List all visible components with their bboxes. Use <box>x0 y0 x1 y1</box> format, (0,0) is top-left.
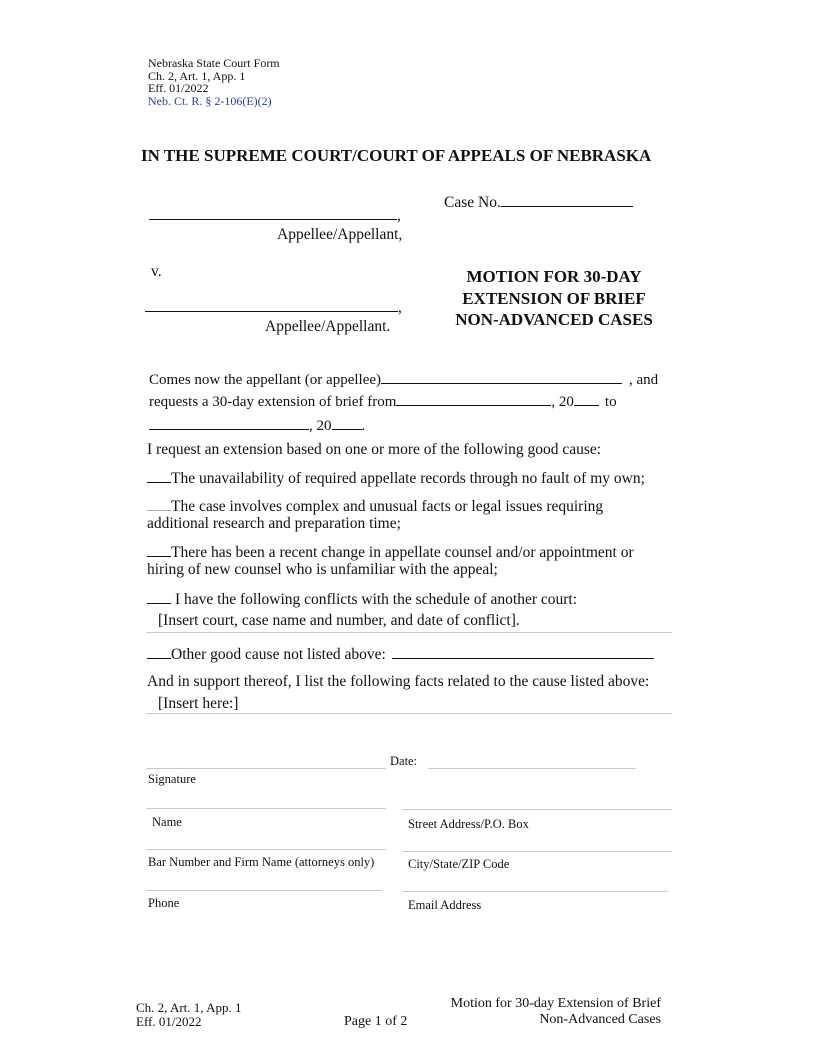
header-form-name: Nebraska State Court Form <box>148 56 280 70</box>
support-facts-underline <box>146 713 672 714</box>
from-year-prefix: , 20 <box>551 394 574 410</box>
header-rule-link[interactable]: Neb. Ct. R. § 2-106(E)(2) <box>148 93 272 108</box>
party1-line <box>149 206 401 225</box>
cause-counsel-change <box>147 543 634 562</box>
comes-now-line <box>149 370 658 389</box>
name-label: Name <box>152 815 182 829</box>
party2-role: Appellee/Appellant. <box>265 318 391 335</box>
conflict-details-underline <box>146 632 672 633</box>
date-label: Date: <box>390 754 418 768</box>
cause1-checkline[interactable] <box>147 469 171 483</box>
cause5-checkline[interactable] <box>147 645 171 659</box>
email-line[interactable] <box>402 891 668 892</box>
form-header <box>148 57 280 107</box>
from-date-input[interactable] <box>396 392 551 406</box>
court-title: IN THE SUPREME COURT/COURT OF APPEALS OF NEBRASKA <box>141 146 652 165</box>
cause5-text: Other good cause not listed above: <box>171 646 386 663</box>
to-year-prefix: , 20 <box>309 418 332 434</box>
bar-number-line[interactable] <box>146 849 386 850</box>
footer-left <box>136 1001 241 1029</box>
cause-other <box>147 645 654 664</box>
street-address-line[interactable] <box>402 809 672 810</box>
party1-name-input[interactable] <box>149 206 397 220</box>
city-state-zip-label: City/State/ZIP Code <box>408 857 510 871</box>
motion-title-line2: EXTENSION OF BRIEF <box>462 288 646 308</box>
cause1-text: The unavailability of required appellate records through no fault of my own; <box>171 470 645 487</box>
to-date-input[interactable] <box>149 416 309 430</box>
signature-label: Signature <box>148 772 196 786</box>
party2-comma: , <box>398 299 402 316</box>
cause3-checkline[interactable] <box>147 543 171 557</box>
requests-line <box>149 392 617 411</box>
bar-number-label: Bar Number and Firm Name (attorneys only) <box>148 855 375 869</box>
signature-line[interactable] <box>146 768 386 769</box>
cause-schedule-conflict <box>147 590 577 609</box>
cause-complex-case <box>147 497 603 516</box>
request-intro: I request an extension based on one or more of the following good cause: <box>147 441 602 458</box>
footer-form-title-2: Non-Advanced Cases <box>539 1012 661 1027</box>
motion-title-line1: MOTION FOR 30-DAY <box>466 267 642 286</box>
comes-now-text: Comes now the appellant (or appellee) <box>149 372 382 388</box>
email-label: Email Address <box>408 898 482 912</box>
to-text: to <box>604 394 617 410</box>
date-line[interactable] <box>428 768 636 769</box>
appellant-name-input[interactable] <box>381 370 622 384</box>
cause3-text-a: There has been a recent change in appellate counsel and/or appointment or <box>171 544 634 561</box>
footer-form-title-1: Motion for 30-day Extension of Brief <box>450 996 661 1011</box>
party1-role: Appellee/Appellant, <box>277 226 403 243</box>
cause2-text-b: additional research and preparation time; <box>147 515 401 532</box>
motion-title <box>434 266 674 331</box>
cause-unavailability <box>147 469 645 488</box>
case-number-label: Case No. <box>444 194 501 211</box>
party2-name-input[interactable] <box>145 298 398 312</box>
page-number: Page 1 of 2 <box>344 1014 408 1029</box>
party2-line <box>145 298 402 317</box>
party1-comma: , <box>397 207 401 224</box>
to-year-input[interactable] <box>332 416 362 430</box>
support-facts-field[interactable]: [Insert here:] <box>158 695 239 712</box>
footer-right <box>430 996 661 1028</box>
phone-line[interactable] <box>146 890 382 891</box>
from-year-input[interactable] <box>574 392 599 406</box>
header-effective-date: Eff. 01/2022 <box>148 81 209 95</box>
name-line[interactable] <box>146 808 386 809</box>
phone-label: Phone <box>148 896 180 910</box>
case-number-field <box>444 193 633 212</box>
to-date-line <box>149 416 365 435</box>
footer-effective-date: Eff. 01/2022 <box>136 1014 202 1029</box>
footer-chapter: Ch. 2, Art. 1, App. 1 <box>136 1000 242 1015</box>
and-text: , and <box>629 372 659 388</box>
cause2-text-a: The case involves complex and unusual facts or legal issues requiring <box>171 498 604 515</box>
case-number-input[interactable] <box>501 193 633 207</box>
conflict-details-field[interactable]: [Insert court, case name and number, and date of conflict]. <box>158 612 520 629</box>
cause2-checkline[interactable] <box>147 497 171 511</box>
motion-title-line3: NON-ADVANCED CASES <box>455 310 653 329</box>
to-date-period: . <box>361 418 366 434</box>
requests-text: requests a 30-day extension of brief from <box>149 394 397 410</box>
cause4-checkline[interactable] <box>147 590 171 604</box>
support-statement: And in support thereof, I list the following facts related to the cause listed above: <box>147 673 650 690</box>
other-cause-input[interactable] <box>392 645 654 659</box>
cause3-text-b: hiring of new counsel who is unfamiliar with the appeal; <box>147 561 498 578</box>
cause4-text: I have the following conflicts with the schedule of another court: <box>175 591 578 608</box>
versus: v. <box>151 263 162 280</box>
street-address-label: Street Address/P.O. Box <box>408 817 529 831</box>
city-state-zip-line[interactable] <box>402 851 672 852</box>
header-chapter: Ch. 2, Art. 1, App. 1 <box>148 68 246 83</box>
